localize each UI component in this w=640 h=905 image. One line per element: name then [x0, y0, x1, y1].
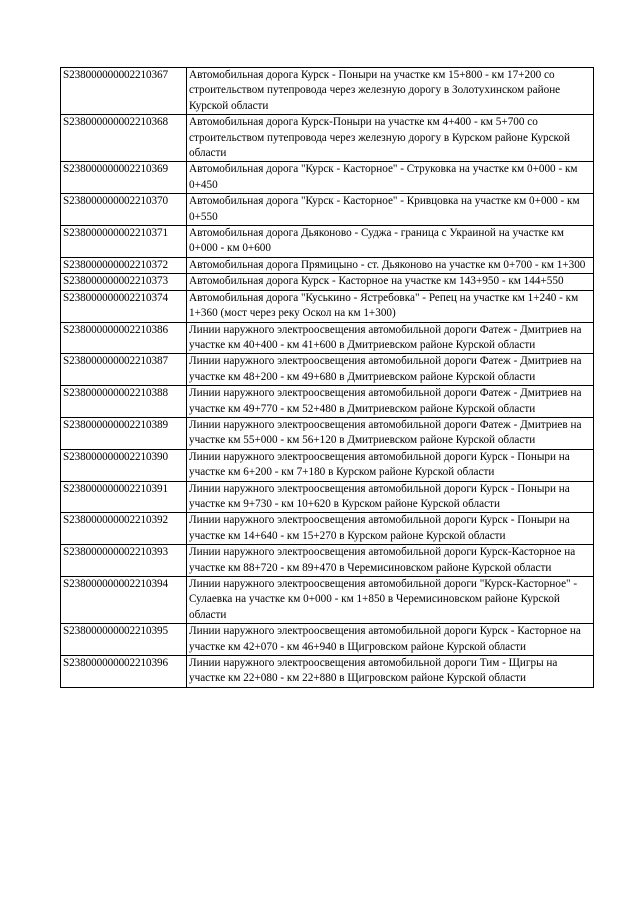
- row-code: S238000000002210369: [61, 162, 187, 194]
- row-code: S238000000002210374: [61, 290, 187, 322]
- table-row: [61, 449, 594, 481]
- row-code: S238000000002210388: [61, 386, 187, 418]
- row-code: S238000000002210390: [61, 449, 187, 481]
- table-row: [61, 545, 594, 577]
- table-row: [61, 322, 594, 354]
- row-description: Автомобильная дорога "Курск - Касторное" - Кривцовка на участке км 0+000 - км 0+550: [187, 194, 594, 226]
- row-description: Линии наружного электроосвещения автомобильной дороги Фатеж - Дмитриев на участке км 55+000 - км 56+120 в Дмитриевском районе Курской области: [187, 417, 594, 449]
- row-code: S238000000002210394: [61, 577, 187, 624]
- row-code: S238000000002210372: [61, 257, 187, 273]
- table-row: [61, 257, 594, 273]
- row-description: Линии наружного электроосвещения автомобильной дороги Тим - Щигры на участке км 22+080 - км 22+880 в Щигровском районе Курской области: [187, 656, 594, 688]
- row-description: Автомобильная дорога Курск - Поныри на участке км 15+800 - км 17+200 со строительством путепровода через железную дорогу в Золотухинском районе Курской области: [187, 68, 594, 115]
- row-description: Линии наружного электроосвещения автомобильной дороги Фатеж - Дмитриев на участке км 40+400 - км 41+600 в Дмитриевском районе Курской области: [187, 322, 594, 354]
- row-description: Линии наружного электроосвещения автомобильной дороги Курск - Поныри на участке км 14+640 - км 15+270 в Курском районе Курской области: [187, 513, 594, 545]
- row-code: S238000000002210387: [61, 354, 187, 386]
- table-row: [61, 290, 594, 322]
- table-row: [61, 386, 594, 418]
- row-description: Автомобильная дорога Дьяконово - Суджа - граница с Украиной на участке км 0+000 - км 0+600: [187, 226, 594, 258]
- row-code: S238000000002210396: [61, 656, 187, 688]
- row-code: S238000000002210393: [61, 545, 187, 577]
- row-code: S238000000002210373: [61, 274, 187, 290]
- table-row: [61, 624, 594, 656]
- row-code: S238000000002210392: [61, 513, 187, 545]
- row-code: S238000000002210395: [61, 624, 187, 656]
- table-row: [61, 162, 594, 194]
- row-description: Линии наружного электроосвещения автомобильной дороги Курск - Касторное на участке км 42+070 - км 46+940 в Щигровском районе Курской области: [187, 624, 594, 656]
- row-description: Линии наружного электроосвещения автомобильной дороги Фатеж - Дмитриев на участке км 49+770 - км 52+480 в Дмитриевском районе Курской области: [187, 386, 594, 418]
- table-row: [61, 354, 594, 386]
- table-row: [61, 226, 594, 258]
- table-row: [61, 68, 594, 115]
- row-description: Линии наружного электроосвещения автомобильной дороги "Курск-Касторное" - Сулаевка на участке км 0+000 - км 1+850 в Черемисиновском районе Курской области: [187, 577, 594, 624]
- registry-table: [60, 67, 594, 688]
- table-row: [61, 194, 594, 226]
- row-description: Линии наружного электроосвещения автомобильной дороги Курск - Поныри на участке км 6+200 - км 7+180 в Курском районе Курской области: [187, 449, 594, 481]
- row-code: S238000000002210389: [61, 417, 187, 449]
- row-code: S238000000002210367: [61, 68, 187, 115]
- row-description: Автомобильная дорога Курск - Касторное на участке км 143+950 - км 144+550: [187, 274, 594, 290]
- table-row: [61, 417, 594, 449]
- table-row: [61, 481, 594, 513]
- row-description: Автомобильная дорога "Куськино - Ястребовка" - Репец на участке км 1+240 - км 1+360 (мост через реку Оскол на км 1+300): [187, 290, 594, 322]
- row-code: S238000000002210368: [61, 115, 187, 162]
- table-row: [61, 577, 594, 624]
- row-description: Линии наружного электроосвещения автомобильной дороги Курск-Касторное на участке км 88+720 - км 89+470 в Черемисиновском районе Курской области: [187, 545, 594, 577]
- row-description: Автомобильная дорога Прямицыно - ст. Дьяконово на участке км 0+700 - км 1+300: [187, 257, 594, 273]
- row-code: S238000000002210370: [61, 194, 187, 226]
- table-row: [61, 274, 594, 290]
- table-row: [61, 656, 594, 688]
- table-row: [61, 115, 594, 162]
- row-description: Линии наружного электроосвещения автомобильной дороги Фатеж - Дмитриев на участке км 48+200 - км 49+680 в Дмитриевском районе Курской области: [187, 354, 594, 386]
- row-description: Линии наружного электроосвещения автомобильной дороги Курск - Поныри на участке км 9+730 - км 10+620 в Курском районе Курской области: [187, 481, 594, 513]
- row-description: Автомобильная дорога "Курск - Касторное" - Струковка на участке км 0+000 - км 0+450: [187, 162, 594, 194]
- row-description: Автомобильная дорога Курск-Поныри на участке км 4+400 - км 5+700 со строительством путепровода через железную дорогу в Курском районе Курской области: [187, 115, 594, 162]
- table-row: [61, 513, 594, 545]
- row-code: S238000000002210371: [61, 226, 187, 258]
- row-code: S238000000002210386: [61, 322, 187, 354]
- row-code: S238000000002210391: [61, 481, 187, 513]
